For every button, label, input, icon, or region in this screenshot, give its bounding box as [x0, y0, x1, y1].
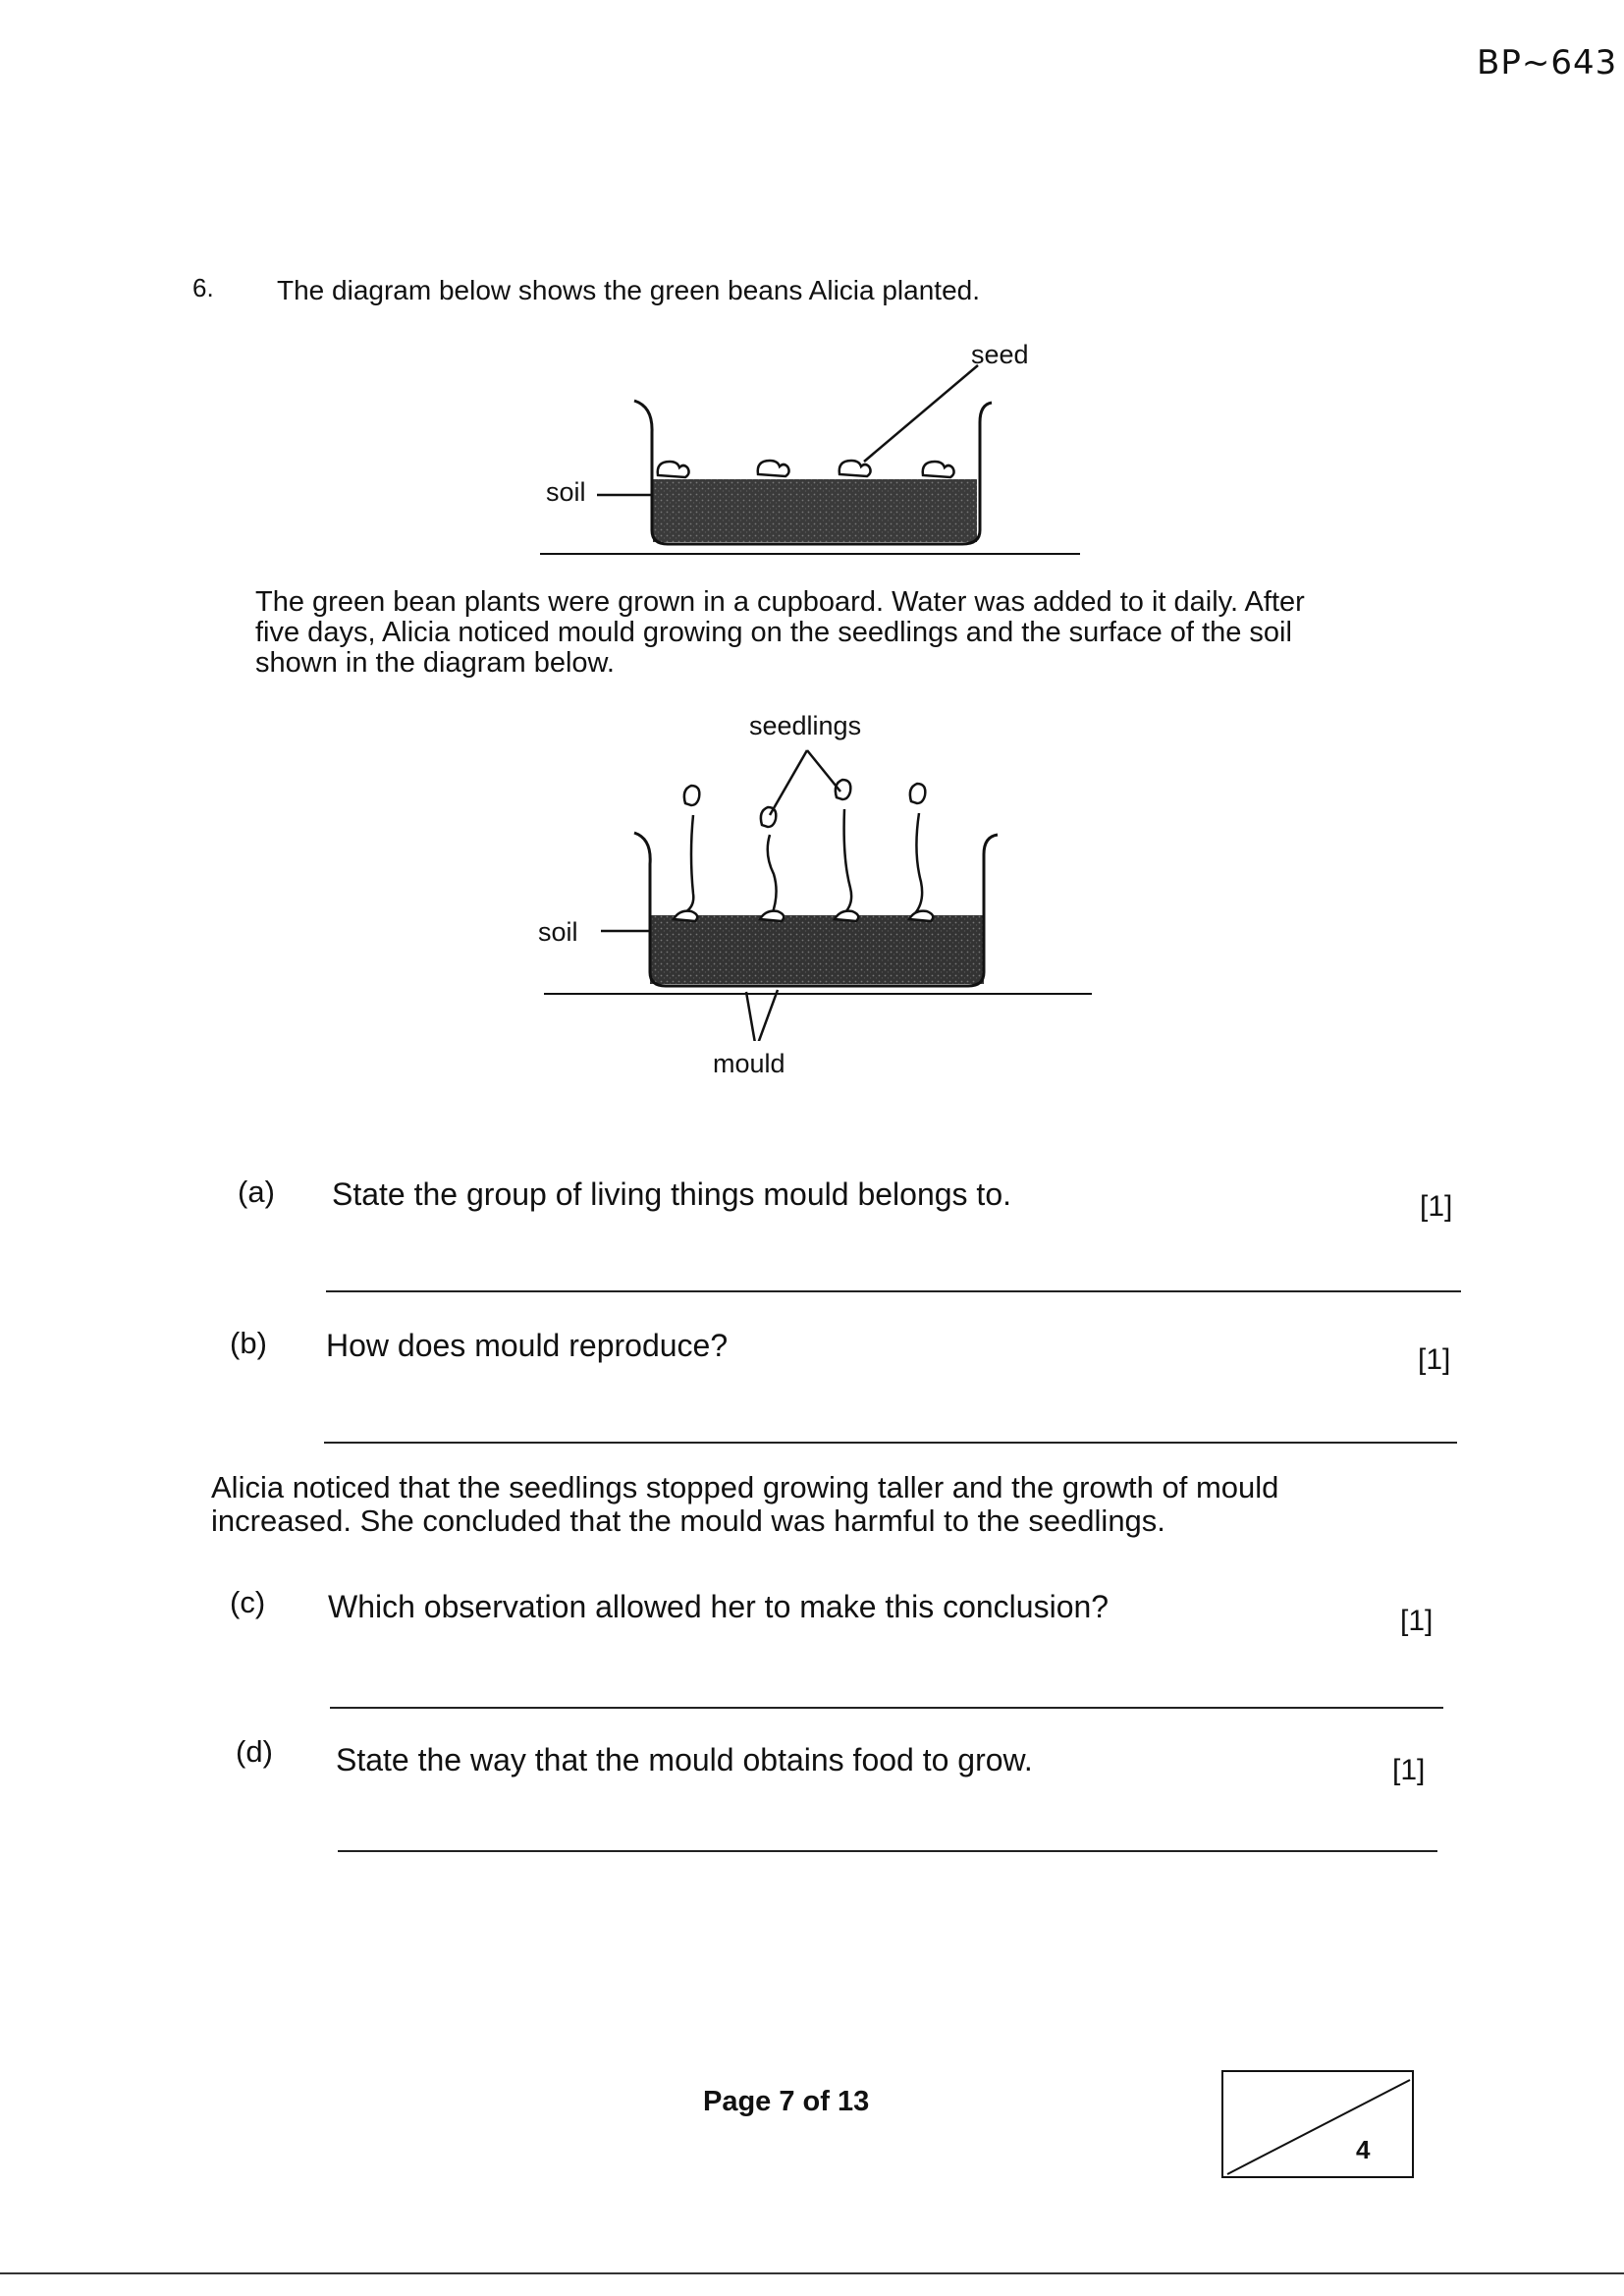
seed-pointer-line: [864, 365, 978, 462]
seedling: [909, 784, 933, 921]
part-c-label: (c): [230, 1585, 266, 1619]
part-d-text: State the way that the mould obtains food to grow.: [336, 1742, 1033, 1777]
part-a-text: State the group of living things mould belongs to.: [332, 1176, 1011, 1212]
part-d-mark: [1]: [1392, 1754, 1426, 1786]
seedling: [760, 807, 784, 921]
bottom-rule: [0, 2272, 1624, 2274]
score-box: [1221, 2070, 1414, 2178]
paper-code: BP~643: [1477, 43, 1618, 82]
question-number: 6.: [192, 273, 214, 302]
page-number: Page 7 of 13: [703, 2086, 870, 2117]
bean-seed: [758, 461, 789, 476]
seedling: [835, 780, 858, 921]
label-seed: seed: [971, 340, 1029, 369]
label-soil: soil: [546, 477, 586, 507]
seedlings-pointer-line: [807, 750, 840, 792]
score-value: 4: [1356, 2135, 1371, 2164]
score-box-diagonal: [1223, 2072, 1416, 2180]
bean-seed: [923, 462, 954, 477]
part-b-text: How does mould reproduce?: [326, 1328, 729, 1363]
paragraph-line: shown in the diagram below.: [255, 647, 615, 679]
answer-line-c[interactable]: [330, 1707, 1443, 1709]
part-a-mark: [1]: [1420, 1190, 1453, 1223]
seedling: [674, 786, 699, 921]
part-a-label: (a): [238, 1175, 275, 1209]
part-d-label: (d): [236, 1734, 273, 1769]
paragraph-growth-conditions: [255, 587, 1424, 679]
diagram-seedlings-mould: [530, 727, 1100, 1041]
part-b-label: (b): [230, 1326, 267, 1360]
soil-fill: [650, 915, 984, 984]
paragraph-line: Alicia noticed that the seedlings stopped growing taller and the growth of mould: [211, 1470, 1279, 1504]
question-intro: The diagram below shows the green beans Alicia planted.: [277, 275, 980, 305]
bean-seed: [839, 461, 871, 476]
answer-line-a[interactable]: [326, 1290, 1461, 1292]
mould-pointer-line: [746, 992, 756, 1041]
label-mould: mould: [713, 1049, 785, 1078]
seedlings-pointer-line: [770, 750, 807, 815]
label-seedlings: seedlings: [749, 711, 862, 740]
part-c-mark: [1]: [1400, 1605, 1434, 1637]
answer-line-b[interactable]: [324, 1442, 1457, 1444]
part-b-mark: [1]: [1418, 1343, 1451, 1376]
paragraph-line: The green bean plants were grown in a cupboard. Water was added to it daily. After: [255, 586, 1305, 618]
paragraph-line: increased. She concluded that the mould was harmful to the seedlings.: [211, 1503, 1165, 1538]
bean-seed: [658, 462, 689, 477]
paragraph-line: five days, Alicia noticed mould growing on the seedlings and the surface of the soil: [255, 617, 1292, 648]
label-soil: soil: [538, 917, 578, 947]
paragraph-conclusion: [211, 1471, 1389, 1538]
soil-fill: [653, 479, 977, 542]
answer-line-d[interactable]: [338, 1850, 1437, 1852]
part-c-text: Which observation allowed her to make this conclusion?: [328, 1589, 1110, 1624]
mould-pointer-line: [756, 990, 778, 1041]
